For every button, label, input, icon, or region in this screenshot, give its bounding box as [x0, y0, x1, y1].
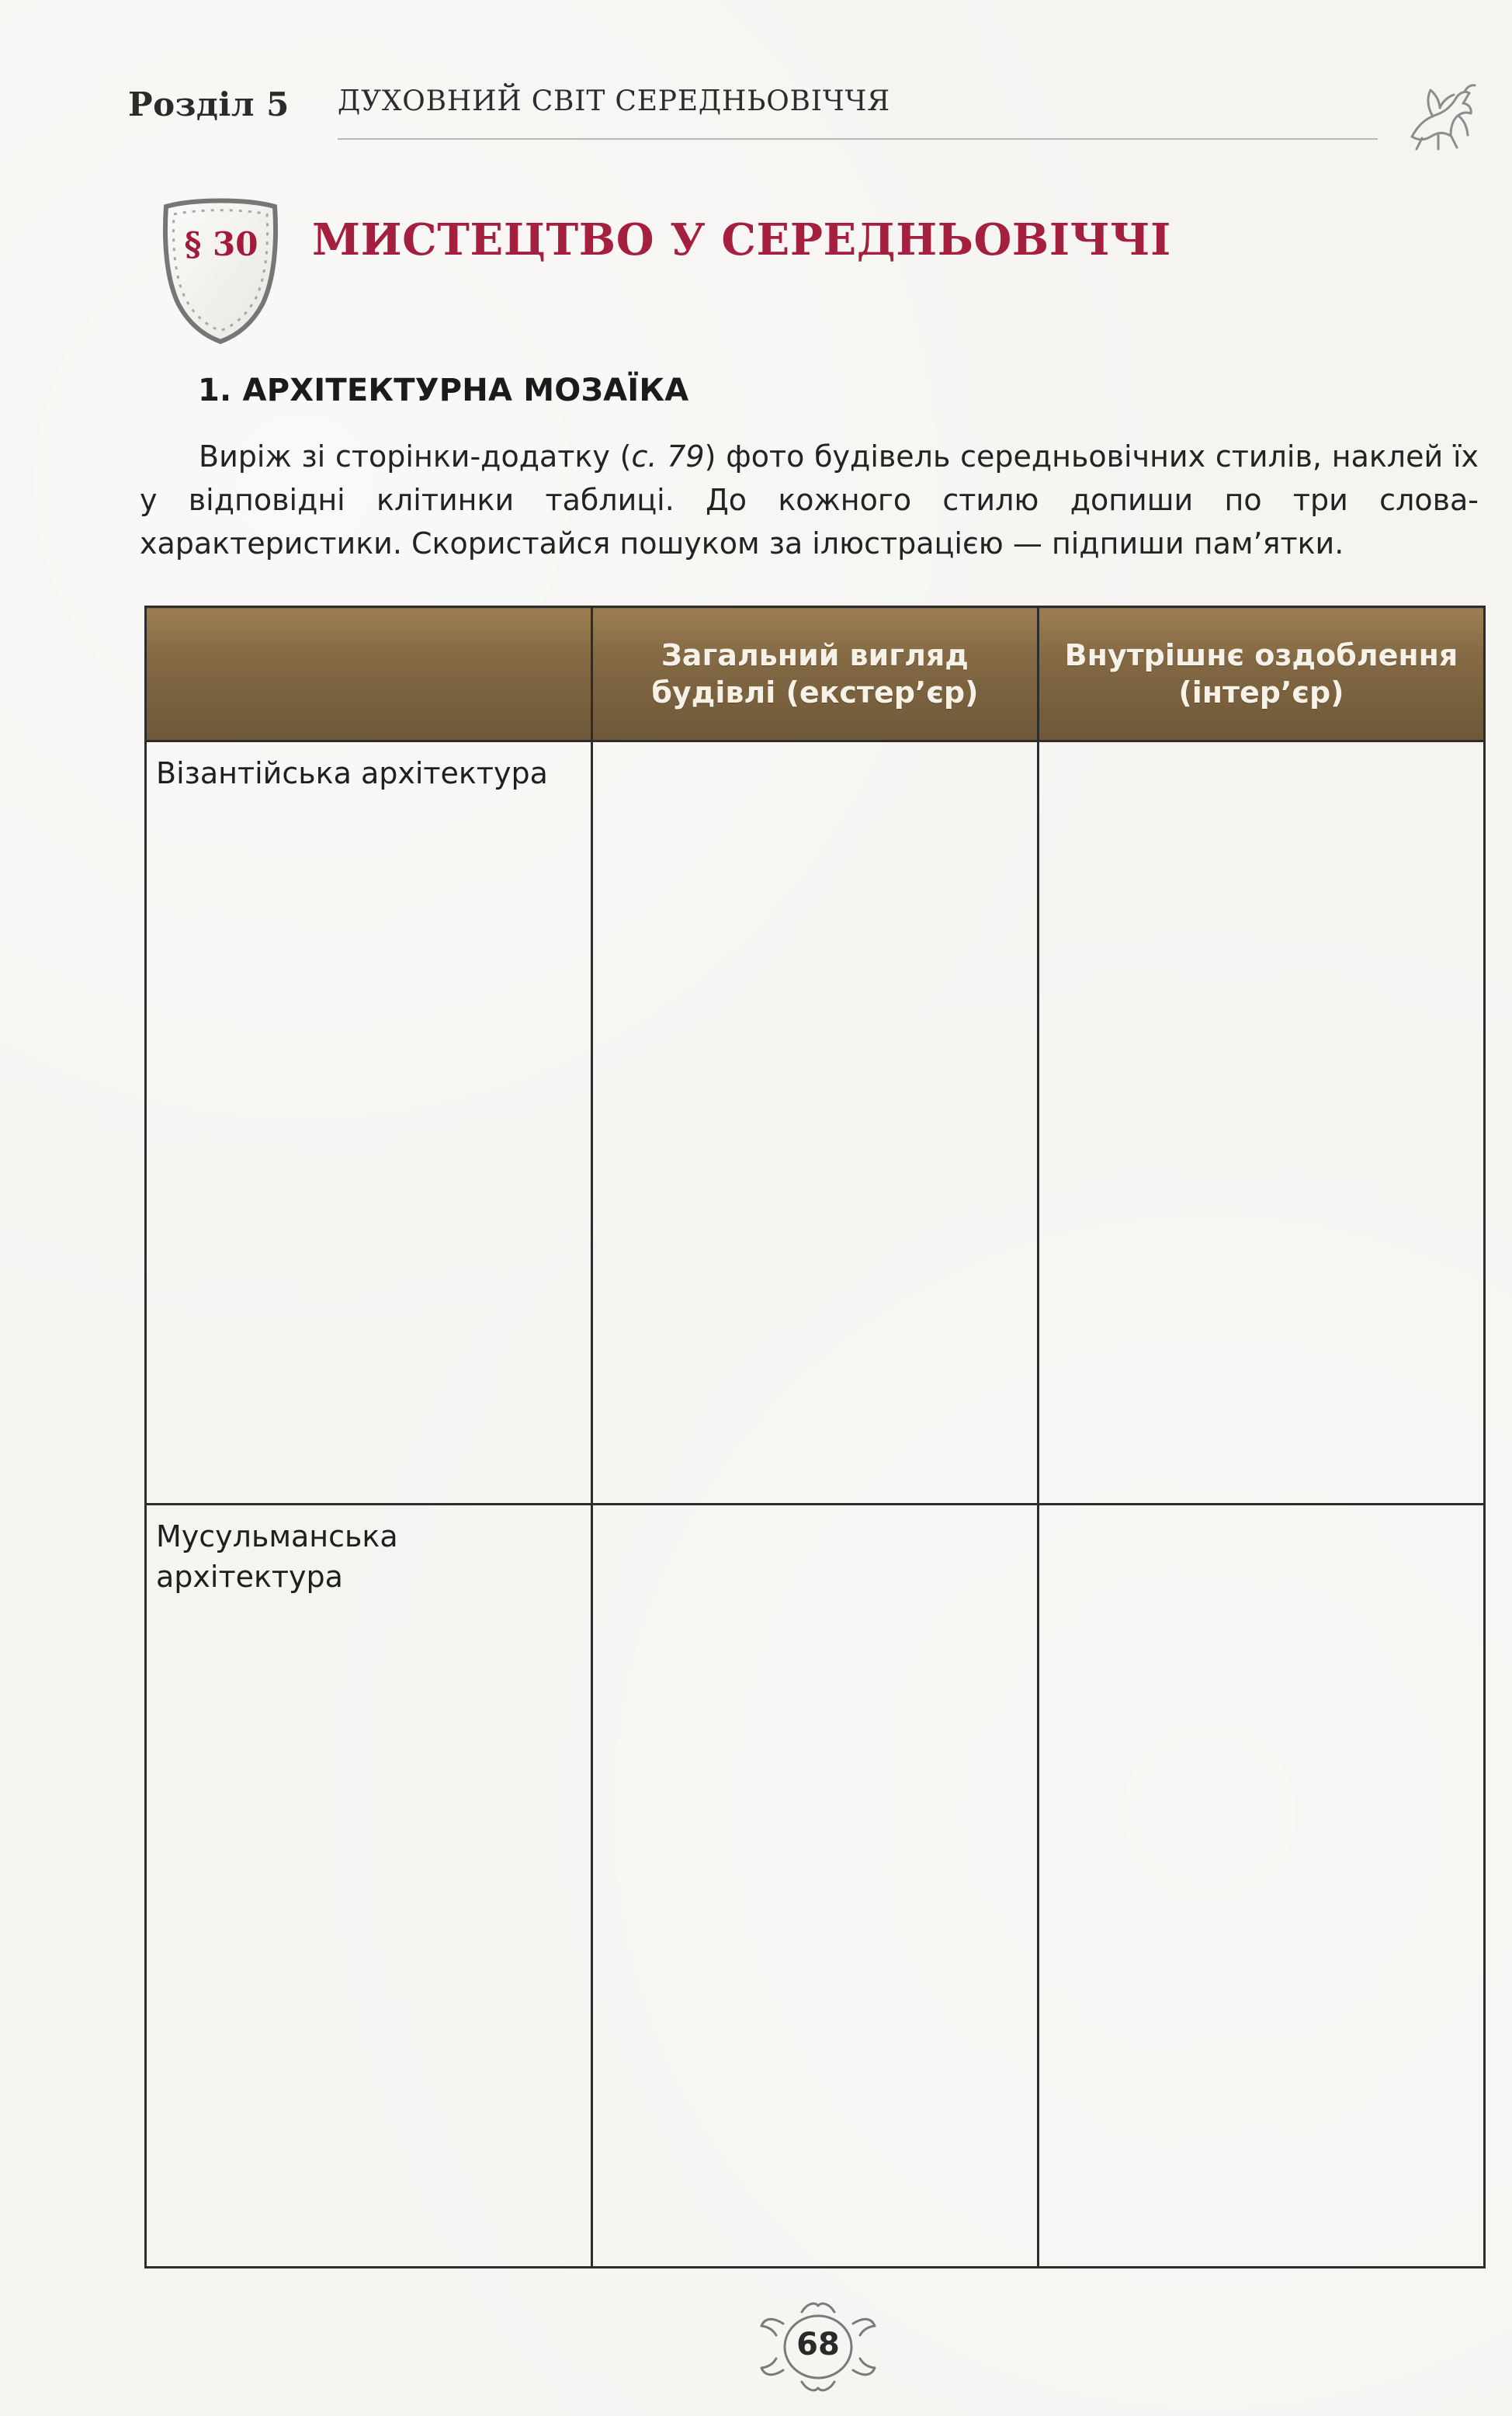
section-title: ДУХОВНИЙ СВІТ СЕРЕДНЬОВІЧЧЯ: [338, 85, 890, 117]
instruction-part-1: Виріж зі сторінки-додатку (: [199, 439, 632, 474]
page-number: 68: [796, 2327, 840, 2362]
section-label: Розділ 5: [128, 85, 290, 123]
shield-icon: [152, 191, 289, 345]
chapter-title: МИСТЕЦТВО У СЕРЕДНЬОВІЧЧІ: [312, 214, 1171, 266]
architecture-table: [144, 606, 1486, 2267]
table-header-row: [146, 607, 1485, 741]
task-instructions: [140, 435, 1479, 565]
row-label: Візантійська архітектура: [156, 756, 548, 790]
header-rule: [338, 138, 1378, 140]
interior-cell[interactable]: [1038, 1505, 1484, 2268]
table-row: [146, 741, 1485, 1505]
task-title: 1. АРХІТЕКТУРНА МОЗАЇКА: [198, 373, 689, 408]
exterior-cell[interactable]: [591, 741, 1038, 1505]
table-header-exterior: Загальний вигляд будівлі (екстер’єр): [591, 607, 1038, 741]
instruction-part-2: ) фото будівель середньовічних стилів, наклей їх у відповідні клітинки таблиці. До кожного стилю допиши по три слова-характеристики. Скористайся пошуком за ілюстрацією — підпиши пам’ятки.: [140, 439, 1479, 561]
table-row: [146, 1505, 1485, 2268]
row-label: Мусульманська архітектура: [156, 1519, 398, 1594]
table-header-interior: Внутрішнє оздоблення (інтер’єр): [1038, 607, 1484, 741]
exterior-cell[interactable]: [591, 1505, 1038, 2268]
table-header-empty: [146, 607, 592, 741]
instruction-paragraph: [140, 435, 1479, 565]
running-header: [128, 76, 1432, 146]
row-label-cell: [146, 1505, 592, 2268]
dragon-icon: [1398, 76, 1483, 161]
interior-cell[interactable]: [1038, 741, 1484, 1505]
page-reference: с. 79: [631, 439, 705, 474]
paragraph-badge: § 30: [184, 225, 258, 263]
row-label-cell: [146, 741, 592, 1505]
worksheet-table: [144, 606, 1486, 2268]
